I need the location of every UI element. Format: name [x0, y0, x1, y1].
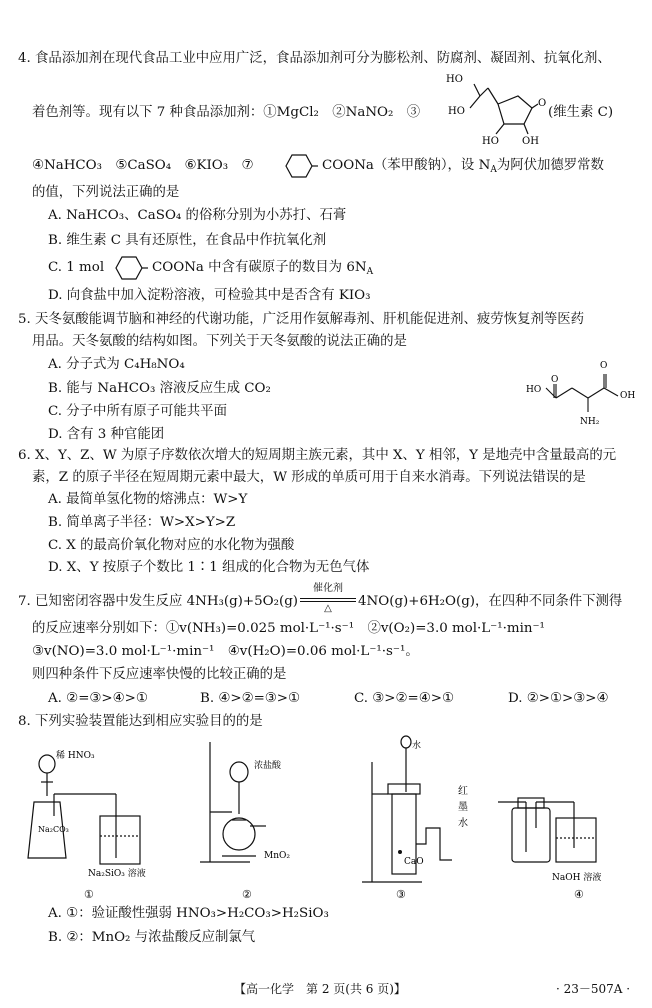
heat-symbol: △ — [324, 603, 332, 614]
q7-option-b: B. ④>②=③>① — [200, 691, 301, 706]
q5-line2: 用品。天冬氨酸的结构如图。下列关于天冬氨酸的说法正确的是 — [32, 334, 407, 349]
aspartic-acid-structure — [520, 354, 642, 430]
label-water: 水 — [412, 741, 422, 751]
q7-option-a: A. ②=③>④>① — [48, 691, 148, 706]
asp-label-oh: OH — [620, 391, 636, 401]
vitc-label-ho1: HO — [446, 74, 463, 85]
benzene-ring-icon — [278, 150, 318, 182]
q7-line4: 则四种条件下反应速率快慢的比较正确的是 — [32, 667, 287, 682]
q4-option-a: A. NaHCO₃、CaSO₄ 的俗称分别为小苏打、石膏 — [48, 208, 347, 223]
q7-option-c: C. ③>②=④>① — [354, 691, 454, 706]
vitc-label-ho2: HO — [448, 106, 465, 117]
asp-label-o-top: O — [600, 361, 608, 371]
q5-option-a: A. 分子式为 C₄H₈NO₄ — [48, 357, 185, 372]
q4-line3b: COONa（苯甲酸钠），设 $N_A$为阿伏加德罗常数 — [322, 158, 604, 175]
apparatus-num-4: ④ — [574, 888, 584, 901]
label-na2co3: Na₂CO₃ — [38, 825, 69, 834]
label-na2sio3-solution: Na₂SiO₃ 溶液 — [88, 869, 146, 879]
label-naoh-solution: NaOH 溶液 — [552, 873, 602, 883]
q4-line1: 4. 食品添加剂在现代食品工业中应用广泛，食品添加剂可分为膨松剂、防腐剂、凝固剂、抗氧化剂、 — [18, 51, 611, 66]
label-red-ink-1: 红 — [458, 786, 468, 797]
vitc-label-oh: OH — [522, 136, 539, 147]
apparatus-num-3: ③ — [396, 888, 406, 901]
reaction-equal-sign — [300, 598, 356, 599]
label-dilute-hno3: 稀 HNO₃ — [56, 751, 95, 761]
q7-line1a: 7. 已知密闭容器中发生反应 4NH₃(g)+5O₂(g) — [18, 594, 298, 609]
footer-page-info: 【高一化学 第 2 页(共 6 页)】 — [234, 982, 406, 996]
experiment-apparatus-figure — [20, 732, 632, 902]
q4-option-d: D. 向食盐中加入淀粉溶液，可检验其中是否含有 KIO₃ — [48, 288, 371, 303]
asp-label-ho: HO — [526, 385, 542, 395]
q4-vitc-label: (维生素 C) — [548, 105, 614, 120]
vitamin-c-structure — [436, 66, 551, 156]
q5-line1: 5. 天冬氨酸能调节脑和神经的代谢功能，广泛用作氨解毒剂、肝机能促进剂、疲劳恢复剂等医药 — [18, 312, 585, 327]
q5-option-d: D. 含有 3 种官能团 — [48, 427, 165, 442]
q6-option-a: A. 最简单氢化物的熔沸点：W>Y — [48, 492, 248, 507]
q4-line4: 的值，下列说法正确的是 — [32, 185, 180, 200]
vitc-label-o: O — [538, 98, 547, 109]
q4-line3a: ④NaHCO₃ ⑤CaSO₄ ⑥KIO₃ ⑦ — [32, 158, 254, 173]
q6-option-d: D. X、Y 按原子个数比 1∶1 组成的化合物为无色气体 — [48, 560, 370, 575]
reaction-equal-sign — [300, 601, 356, 602]
q5-option-b: B. 能与 NaHCO₃ 溶液反应生成 CO₂ — [48, 381, 271, 396]
q6-line1: 6. X、Y、Z、W 为原子序数依次增大的短周期主族元素，其中 X、Y 相邻，Y 是地壳中含量最高的元 — [18, 448, 617, 463]
apparatus-num-1: ① — [84, 888, 94, 901]
label-cao: CaO — [404, 857, 424, 867]
q6-option-c: C. X 的最高价氧化物对应的水化物为强酸 — [48, 538, 295, 553]
q7-option-d: D. ②>①>③>④ — [508, 691, 609, 706]
q8-option-a: A. ①：验证酸性强弱 HNO₃>H₂CO₃>H₂SiO₃ — [48, 906, 329, 921]
label-red-ink-3: 水 — [458, 818, 468, 829]
apparatus-num-2: ② — [242, 888, 252, 901]
q6-option-b: B. 简单离子半径：W>X>Y>Z — [48, 515, 236, 530]
footer-code: · 23－507A · — [556, 982, 631, 996]
label-conc-hcl: 浓盐酸 — [254, 761, 282, 771]
asp-label-nh2: NH₂ — [580, 417, 600, 427]
q4-option-c2: COONa 中含有碳原子的数目为 $6N_A$ — [152, 260, 374, 277]
q7-line1b: 4NO(g)+6H₂O(g)，在四种不同条件下测得 — [358, 594, 623, 609]
label-red-ink-2: 墨 — [458, 802, 468, 813]
q4-option-c1: C. 1 mol — [48, 260, 105, 275]
q8-line1: 8. 下列实验装置能达到相应实验目的的是 — [18, 714, 263, 729]
q7-line3: ③v(NO)=3.0 mol·L⁻¹·min⁻¹ ④v(H₂O)=0.06 mol·L⁻¹·s⁻¹。 — [32, 644, 419, 659]
q4-option-b: B. 维生素 C 具有还原性，在食品中作抗氧化剂 — [48, 233, 327, 248]
asp-label-o-left: O — [551, 375, 559, 385]
q8-option-b: B. ②：MnO₂ 与浓盐酸反应制氯气 — [48, 930, 256, 945]
q5-option-c: C. 分子中所有原子可能共平面 — [48, 404, 227, 419]
benzene-ring-icon — [108, 252, 148, 284]
q6-line2: 素，Z 的原子半径在短周期元素中最大，W 形成的单质可用于自来水消毒。下列说法错误的是 — [32, 470, 586, 485]
catalyst-label: 催化剂 — [313, 583, 343, 594]
label-mno2: MnO₂ — [264, 851, 290, 861]
q7-line2: 的反应速率分别如下：①v(NH₃)=0.025 mol·L⁻¹·s⁻¹ ②v(O₂)=3.0 mol·L⁻¹·min⁻¹ — [32, 621, 545, 636]
vitc-label-ho3: HO — [482, 136, 499, 147]
q4-line2: 着色剂等。现有以下 7 种食品添加剂：①MgCl₂ ②NaNO₂ ③ — [32, 105, 421, 120]
